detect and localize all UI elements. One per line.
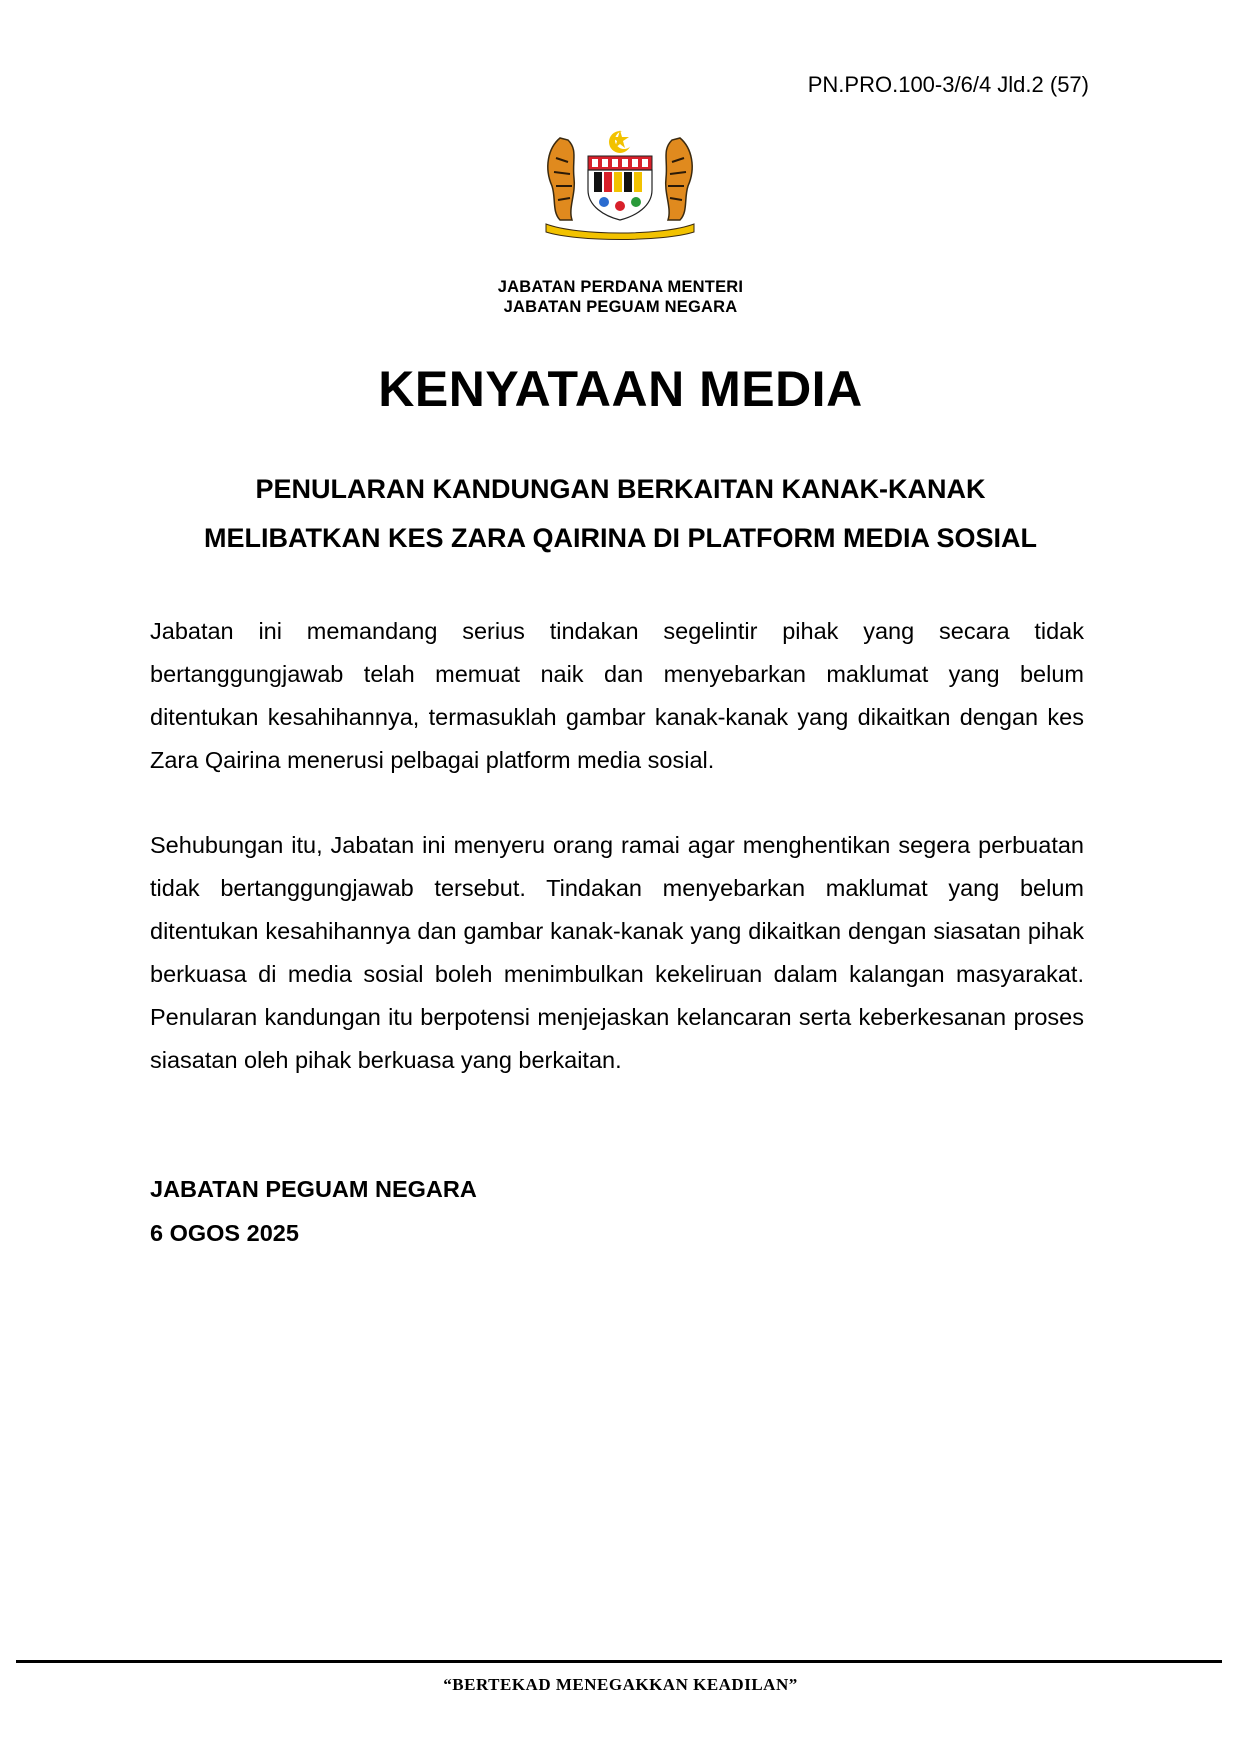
reference-number: PN.PRO.100-3/6/4 Jld.2 (57) (807, 72, 1089, 97)
department-name-secondary: JABATAN PEGUAM NEGARA (503, 298, 738, 316)
footer-divider (16, 1660, 1222, 1663)
malaysia-coat-of-arms-icon (538, 128, 702, 240)
department-name-primary: JABATAN PERDANA MENTERI (497, 278, 744, 296)
footer-motto: “BERTEKAD MENEGAKKAN KEADILAN” (443, 1675, 798, 1694)
page-title: KENYATAAN MEDIA (378, 361, 863, 417)
subtitle-line-2: MELIBATKAN KES ZARA QAIRINA DI PLATFORM MEDIA SOSIAL (204, 523, 1037, 553)
subtitle-line-1: PENULARAN KANDUNGAN BERKAITAN KANAK-KANAK (255, 474, 986, 504)
body-paragraph-1: Jabatan ini memandang serius tindakan segelintir pihak yang secara tidak bertanggungjawab telah memuat naik dan menyebarkan maklumat yang belum ditentukan kesahihannya, termasuklah gambar kanak-kanak yang dikaitkan dengan kes Zara Qairina menerusi pelbagai platform media sosial. (150, 618, 1084, 773)
body-paragraph-2: Sehubungan itu, Jabatan ini menyeru orang ramai agar menghentikan segera perbuatan tidak bertanggungjawab tersebut. Tindakan menyebarkan maklumat yang belum ditentukan kesahihannya dan gambar kanak-kanak yang dikaitkan dengan siasatan pihak berkuasa di media sosial boleh menimbulkan kekeliruan dalam kalangan masyarakat. Penularan kandungan itu berpotensi menjejaskan kelancaran serta keberkesanan proses siasatan oleh pihak berkuasa yang berkaitan. (150, 832, 1084, 1073)
issue-date: 6 OGOS 2025 (150, 1220, 299, 1246)
signatory: JABATAN PEGUAM NEGARA (150, 1176, 477, 1202)
